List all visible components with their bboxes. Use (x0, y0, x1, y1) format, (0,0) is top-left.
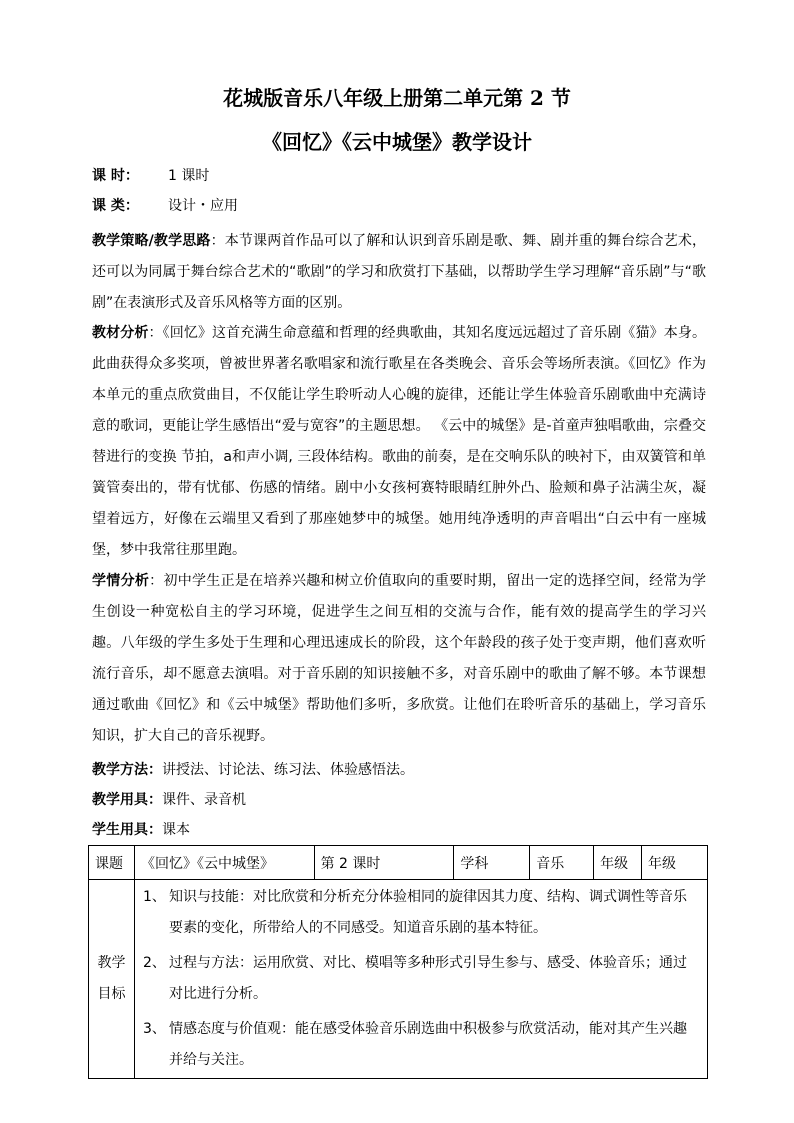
goal-text: 知识与技能：对比欣赏和分析充分体验相同的旋律因其力度、结构、调式调性等音乐要素的变化，所带给人的不同感受。知道音乐剧的基本特征。 (168, 889, 687, 936)
class-type-value: 设计・应用 (168, 198, 238, 214)
tools-text: 课件、录音机 (162, 792, 246, 808)
goal-item (135, 880, 707, 946)
goal-number: 3、 (142, 1021, 166, 1037)
student-tools-label: 学生用具： (92, 822, 162, 838)
lesson-table (88, 845, 708, 1079)
strategy-text: 本节课两首作品可以了解和认识到音乐剧是歌、舞、剧并重的舞台综合艺术，还可以为同属于舞台综合艺术的“歌剧”的学习和欣赏打下基础，以帮助学生学习理解“音乐剧”与“歌剧”在表演形式及音乐风格等方面的区别。 (92, 233, 707, 311)
cell-topic-value: 《回忆》《云中城堡》 (134, 846, 314, 880)
doc-subtitle: 《回忆》《云中城堡》教学设计 (262, 130, 532, 154)
student-tools-text: 课本 (162, 822, 190, 838)
cell-subject-value: 音乐 (530, 846, 594, 880)
doc-title: 花城版音乐八年级上册第二单元第 2 节 (223, 86, 571, 110)
students-text: 初中学生正是在培养兴趣和树立价值取向的重要时期，留出一定的选择空间，经常为学生创设一种宽松自主的学习环境，促进学生之间互相的交流与合作，能有效的提高学生的学习兴趣。八年级的学生多处于生理和心理迅速成长的阶段，这个年龄段的孩子处于变声期，他们喜欢听流行音乐，却不愿意去演唱。对于音乐剧的知识接触不多，对音乐剧中的歌曲了解不够。本节课想通过歌曲《回忆》和《云中城堡》帮助他们多听，多欣赏。让他们在聆听音乐的基础上，学习音乐知识，扩大自己的音乐视野。 (92, 573, 707, 744)
material-label: 教材分析 (92, 325, 149, 341)
goals-content-cell (134, 880, 707, 1079)
goal-text: 过程与方法：运用欣赏、对比、模唱等多种形式引导生参与、感受、体验音乐；通过对比进行分析。 (168, 955, 687, 1002)
goals-label-line1: 教学 (97, 955, 126, 971)
cell-topic-label: 课题 (89, 846, 135, 880)
students-paragraph: 学情分析：初中学生正是在培养兴趣和树立价值取向的重要时期，留出一定的选择空间，经常为学生创设一种宽松自主的学习环境，促进学生之间互相的交流与合作，能有效的提高学生的学习兴趣。八年级的学生多处于生理和心理迅速成长的阶段，这个年龄段的孩子处于变声期，他们喜欢听流行音乐，却不愿意去演唱。对于音乐剧的知识接触不多，对音乐剧中的歌曲了解不够。本节课想通过歌曲《回忆》和《云中城堡》帮助他们多听，多欣赏。让他们在聆听音乐的基础上，学习音乐知识，扩大自己的音乐视野。 (92, 573, 707, 744)
material-paragraph: 教材分析：《回忆》这首充满生命意蕴和哲理的经典歌曲，其知名度远远超过了音乐剧《猫》本身。此曲获得众多奖项，曾被世界著名歌唱家和流行歌星在各类晚会、音乐会等场所表演。《回忆》作为本单元的重点欣赏曲目，不仅能让学生聆听动人心魄的旋律，还能让学生体验音乐剧歌曲中充满诗意的歌词，更能让学生感悟出“爱与宽容”的主题思想。 《云中的城堡》是-首童声独唱歌曲，宗叠交替进行的变换 节拍，a和声小调, 三段体结构。歌曲的前奏，是在交响乐队的映衬下，由双簧管和单簧管奏出的，带有忧郁、伤感的情绪。剧中小女孩柯赛特眼睛红肿外凸、脸颊和鼻子沾满尘灰，凝望着远方，好像在云端里又看到了那座她梦中的城堡。她用纯净透明的声音唱出“白云中有一座城堡，梦中我常往那里跑。 (92, 325, 707, 558)
table-header-row (89, 846, 708, 880)
methods-row (92, 760, 414, 780)
goal-item (135, 1012, 707, 1078)
class-type-label: 课 类： (92, 198, 139, 214)
goals-label-cell (89, 880, 135, 1079)
students-label: 学情分析 (92, 573, 150, 589)
cell-grade-value: 年级 (642, 846, 708, 880)
goal-number: 2、 (142, 955, 166, 971)
goal-number: 1、 (142, 889, 166, 905)
class-hours-value: 1 课时 (168, 168, 210, 184)
class-hours-label: 课 时： (92, 168, 139, 184)
methods-text: 讲授法、讨论法、练习法、体验感悟法。 (162, 762, 414, 778)
tools-row (92, 790, 246, 810)
tools-label: 教学用具： (92, 792, 162, 808)
class-type-row (92, 196, 238, 216)
cell-grade-label: 年级 (594, 846, 642, 880)
student-tools-row (92, 820, 190, 840)
goals-row (89, 880, 708, 1079)
strategy-label: 教学策略/教学思路 (92, 233, 211, 249)
cell-subject-label: 学科 (454, 846, 530, 880)
class-hours-row (92, 166, 209, 186)
goal-item (135, 946, 707, 1012)
methods-label: 教学方法： (92, 762, 162, 778)
material-text: 《回忆》这首充满生命意蕴和哲理的经典歌曲，其知名度远远超过了音乐剧《猫》本身。此曲获得众多奖项，曾被世界著名歌唱家和流行歌星在各类晚会、音乐会等场所表演。《回忆》作为本单元的重点欣赏曲目，不仅能让学生聆听动人心魄的旋律，还能让学生体验音乐剧歌曲中充满诗意的歌词，更能让学生感悟出“爱与宽容”的主题思想。 《云中的城堡》是-首童声独唱歌曲，宗叠交替进行的变换 节拍，a和声小调, 三段体结构。歌曲的前奏，是在交响乐队的映衬下，由双簧管和单簧管奏出的，带有忧郁、伤感的情绪。剧中小女孩柯赛特眼睛红肿外凸、脸颊和鼻子沾满尘灰，凝望着远方，好像在云端里又看到了那座她梦中的城堡。她用纯净透明的声音唱出“白云中有一座城堡，梦中我常往那里跑。 (92, 325, 707, 558)
goal-text: 情感态度与价值观：能在感受体验音乐剧选曲中积极参与欣赏活动，能对其产生兴趣并给与关注。 (168, 1021, 687, 1068)
strategy-paragraph: 教学策略/教学思路：本节课两首作品可以了解和认识到音乐剧是歌、舞、剧并重的舞台综合艺术，还可以为同属于舞台综合艺术的“歌剧”的学习和欣赏打下基础，以帮助学生学习理解“音乐剧”与“歌剧”在表演形式及音乐风格等方面的区别。 (92, 233, 707, 311)
cell-lesson-number: 第 2 课时 (314, 846, 454, 880)
goals-label-line2: 目标 (97, 986, 126, 1002)
